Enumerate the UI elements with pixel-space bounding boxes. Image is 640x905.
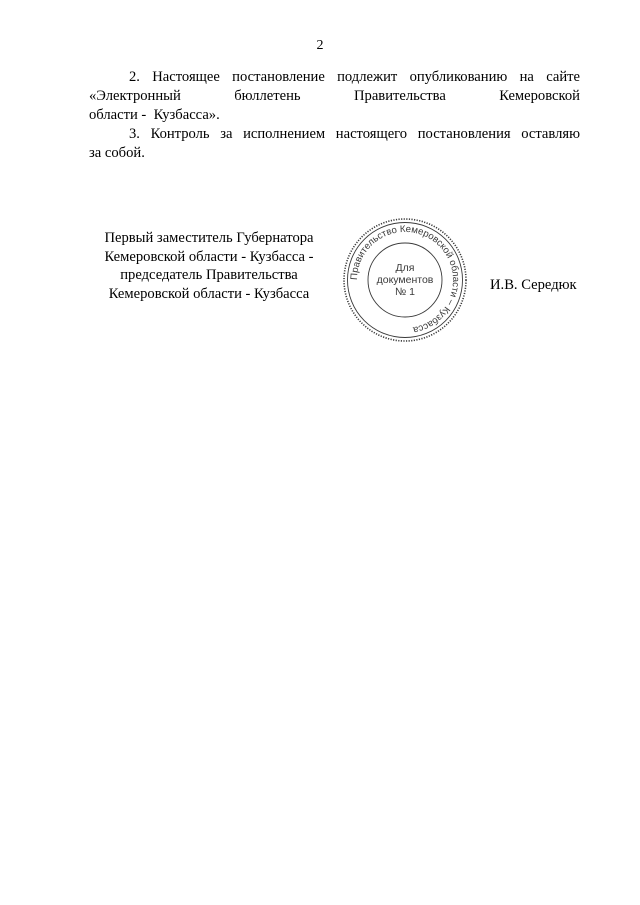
paragraph-2-word-2: бюллетень (234, 88, 301, 104)
paragraph-2-word-1: «Электронный (89, 88, 181, 104)
seal-center-text (340, 215, 470, 345)
page-number: 2 (316, 38, 324, 53)
seal-center-line-1: Для (395, 262, 415, 274)
paragraph-3-line-2: за собой. (89, 145, 145, 161)
document-body (89, 68, 580, 163)
paragraph-3 (89, 125, 580, 163)
signer-title-line-2: Кемеровской области - Кузбасса - (104, 248, 314, 265)
paragraph-3-line-1: 3. Контроль за исполнением настоящего постановления оставляю (129, 126, 580, 142)
seal-center-line-3: № 1 (394, 286, 416, 298)
signer-title (90, 229, 328, 303)
signer-title-line-4: Кемеровской области - Кузбасса (108, 285, 310, 302)
signer-title-line-1: Первый заместитель Губернатора (104, 230, 314, 246)
paragraph-2-line-2 (89, 87, 580, 106)
paragraph-2-line-1: 2. Настоящее постановление подлежит опубликованию на сайте (129, 69, 580, 85)
signer-title-line-3: председатель Правительства (120, 267, 298, 283)
seal-center-line-2: документов (376, 274, 434, 286)
paragraph-2-word-3: Правительства (353, 88, 446, 104)
seal-ring-text-path: Правительство Кемеровской области – Кузбасса (348, 223, 462, 336)
paragraph-2 (89, 68, 580, 125)
paragraph-2-word-4: Кемеровской (499, 88, 580, 104)
signer-name: И.В. Середюк (490, 277, 577, 293)
official-seal-stamp (340, 215, 470, 345)
paragraph-2-line-3: области - Кузбасса». (89, 107, 220, 123)
